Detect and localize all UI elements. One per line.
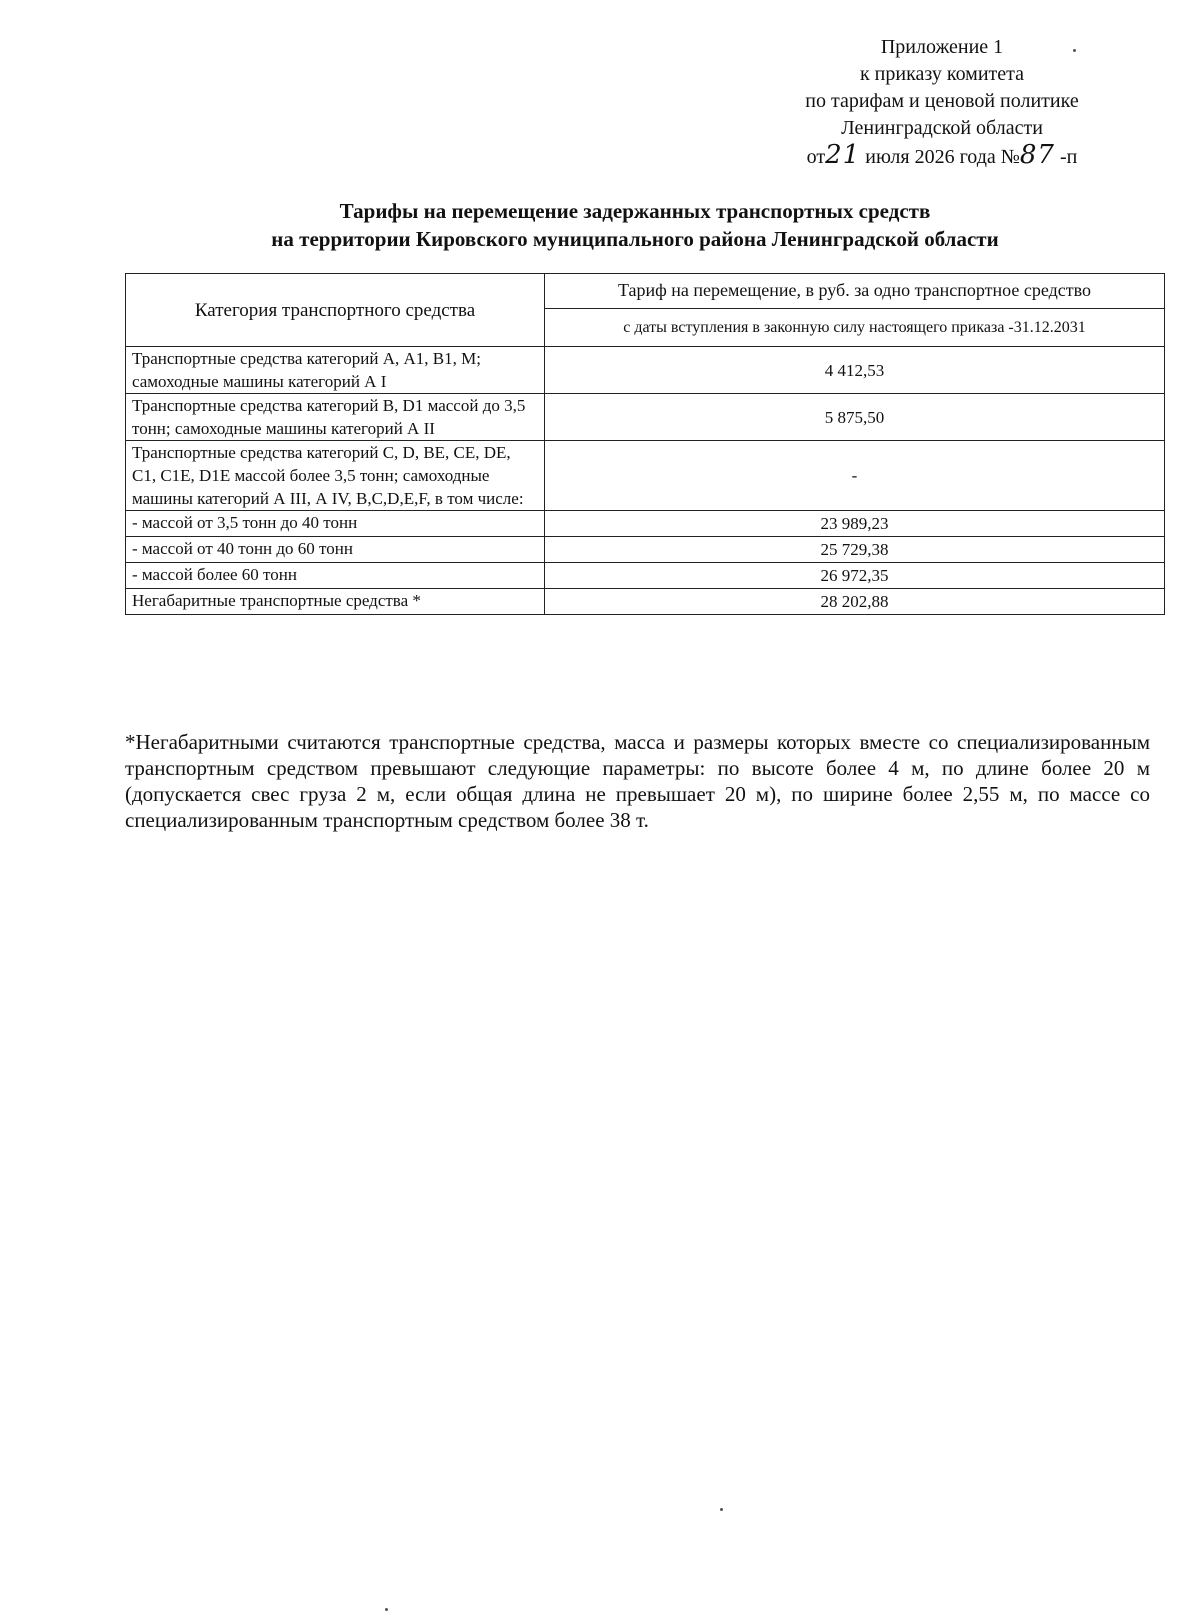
row-tariff-value: - [545,441,1165,511]
appendix-header [762,34,1122,171]
row-tariff-value: 5 875,50 [545,394,1165,441]
table-row [126,563,1165,589]
table-header-row [126,274,1165,309]
row-category: Транспортные средства категорий А, А1, В1, М; самоходные машины категорий А I [126,347,545,394]
row-category: Транспортные средства категорий В, D1 массой до 3,5 тонн; самоходные машины категорий А II [126,394,545,441]
row-category: - массой от 3,5 тонн до 40 тонн [126,511,545,537]
row-tariff-value: 28 202,88 [545,589,1165,615]
header-period: с даты вступления в законную силу настоящего приказа -31.12.2031 [545,308,1165,346]
table-row [126,537,1165,563]
header-category: Категория транспортного средства [126,274,545,347]
date-prefix: от [806,146,826,168]
row-tariff-value: 26 972,35 [545,563,1165,589]
number-suffix: -п [1054,146,1078,168]
table-row [126,589,1165,615]
row-tariff-value: 25 729,38 [545,537,1165,563]
document-title [130,197,1140,253]
title-line-2: на территории Кировского муниципального района Ленинградской области [271,227,999,251]
table-row [126,441,1165,511]
order-date-line [762,142,1122,171]
row-tariff-value: 23 989,23 [545,511,1165,537]
row-category: - массой от 40 тонн до 60 тонн [126,537,545,563]
table-row [126,394,1165,441]
table-row [126,347,1165,394]
appendix-line-2: к приказу комитета [859,63,1025,85]
tariff-table [125,273,1165,615]
date-middle: июля 2026 года № [860,146,1020,168]
header-tariff: Тариф на перемещение, в руб. за одно транспортное средство [545,274,1165,309]
appendix-line-4: Ленинградской области [841,117,1043,139]
row-category: - массой более 60 тонн [126,563,545,589]
row-category: Негабаритные транспортные средства * [126,589,545,615]
scan-speck [1073,49,1076,52]
scan-speck [385,1608,388,1611]
row-tariff-value: 4 412,53 [545,347,1165,394]
title-line-1: Тарифы на перемещение задержанных транспортных средств [339,199,931,223]
appendix-line-1: Приложение 1 [880,36,1004,58]
table-row [126,511,1165,537]
appendix-line-3: по тарифам и ценовой политике [805,90,1079,112]
scan-speck [720,1508,723,1511]
footnote: *Негабаритными считаются транспортные средства, масса и размеры которых вместе со специализированным транспортным средством превышают следующие параметры: по высоте более 4 м, по длине более 20 м (допускается свес груза 2 м, если общая длина не превышает 20 м), по ширине более 2,55 м, по массе со специализированным транспортным средством более 38 т. [125,730,1150,832]
handwritten-day: 21 [825,140,861,170]
handwritten-number: 87 [1019,140,1055,170]
row-category: Транспортные средства категорий С, D, ВЕ, СЕ, DE, С1, С1Е, D1E массой более 3,5 тонн; самоходные машины категорий А III, А IV, В,С,D,Е,F, в том числе: [126,441,545,511]
